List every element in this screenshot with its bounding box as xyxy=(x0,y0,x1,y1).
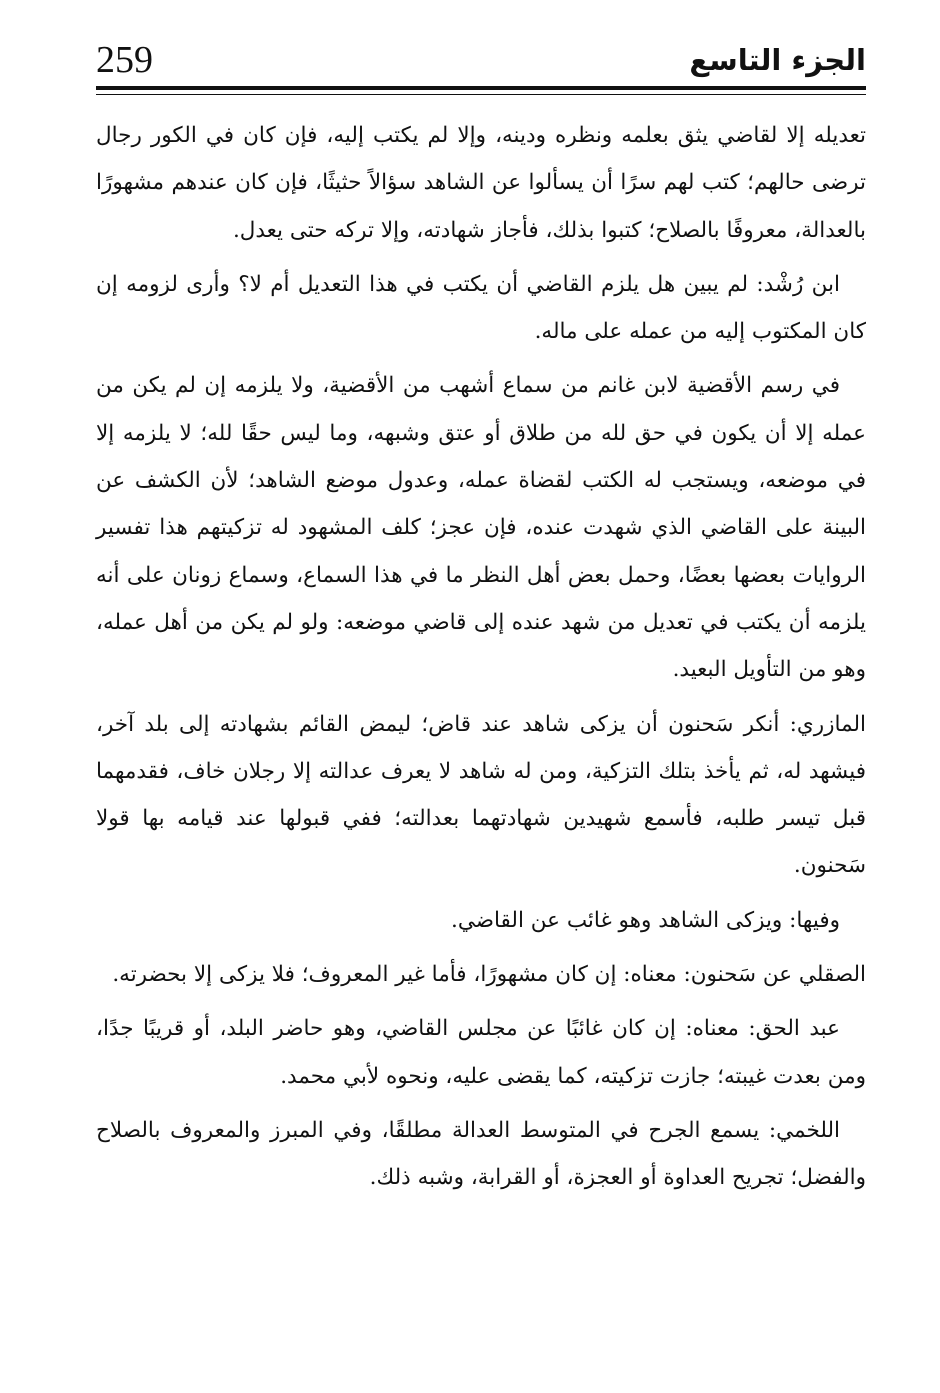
paragraph-wa-fiha: وفيها: ويزكى الشاهد وهو غائب عن القاضي. xyxy=(451,907,840,933)
page-number: 259 xyxy=(96,39,153,81)
header-rule-thick xyxy=(96,86,866,90)
paragraph-al-lakhmi: اللخمي: يسمع الجرح في المتوسط العدالة مطلقًا، وفي المبرز والمعروف بالصلاح والفضل؛ تجريح العداوة أو العجزة، أو القرابة، وشبه ذلك. xyxy=(96,1117,866,1191)
header-rule-thin xyxy=(96,94,866,95)
page-header xyxy=(96,30,866,88)
body-text xyxy=(96,112,866,1209)
paragraph-ibn-rushd: ابن رُشْد: لم يبين هل يلزم القاضي أن يكتب في هذا التعديل أم لا؟ وأرى لزومه إن كان المكتوب إليه من عمله على ماله. xyxy=(96,271,866,345)
paragraph-continuation: تعديله إلا لقاضي يثق بعلمه ونظره ودينه، وإلا لم يكتب إليه، فإن كان في الكور رجال ترضى حالهم؛ كتب لهم سرًا أن يسألوا عن الشاهد سؤالاً حثيثًا، فإن كان عندهم مشهورًا بالعدالة، معروفًا بالصلاح؛ كتبوا بذلك، فأجاز شهادته، وإلا تركه حتى يعدل. xyxy=(96,123,866,243)
paragraph-al-mazari: المازري: أنكر سَحنون أن يزكى شاهد عند قاض؛ ليمض القائم بشهادته إلى بلد آخر، فيشهد له، ثم يأخذ بتلك التزكية، ومن له شاهد لا يعرف عدالته إلا رجلان خاف، فقدمهما قبل تيسر طلبه، فأسمع شهيدين شهادتهما بعدالته؛ ففي قبولها عند قيامه بها قولا سَحنون. xyxy=(96,711,866,879)
paragraph-al-siqilli: الصقلي عن سَحنون: معناه: إن كان مشهورًا، فأما غير المعروف؛ فلا يزكى إلا بحضرته. xyxy=(112,962,866,988)
running-title: الجزء التاسع xyxy=(689,43,866,77)
paragraph-rasm-al-aqdiya: في رسم الأقضية لابن غانم من سماع أشهب من الأقضية، ولا يلزمه إن لم يكن من عمله إلا أن يكون في حق لله من طلاق أو عتق وشبهه، وما ليس حقًا لله؛ لا يلزمه إلا في موضعه، ويستجب له الكتب لقضاة عمله، وعدول موضع الشاهد؛ لأن الكشف عن البينة على القاضي الذي شهدت عنده، فإن عجز؛ كلف المشهود له تزكيتهم هذا تفسير الروايات بعضها بعضًا، وحمل بعض أهل النظر ما في هذا السماع، وسماع زونان على أنه يلزمه أن يكتب في تعديل من شهد عنده إلى قاضي موضعه: ولو لم يكن من أهل عمله، وهو من التأويل البعيد. xyxy=(96,373,866,683)
paragraph-abd-al-haqq: عبد الحق: معناه: إن كان غائبًا عن مجلس القاضي، وهو حاضر البلد، أو قريبًا جدًا، ومن بعدت غيبته؛ جازت تزكيته، كما يقضى عليه، ونحوه لأبي محمد. xyxy=(96,1016,866,1089)
